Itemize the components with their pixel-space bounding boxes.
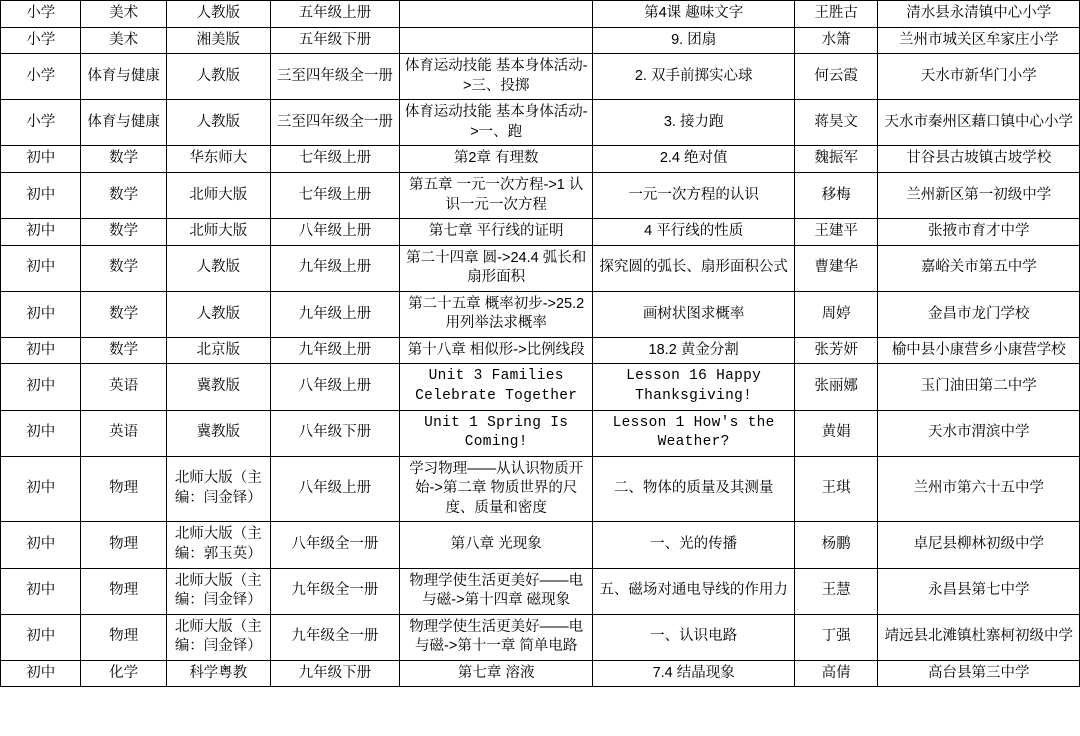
table-row [1, 410, 1080, 456]
cell-edition: 冀教版 [166, 410, 270, 456]
cell-volume: 九年级全一册 [270, 614, 399, 660]
cell-subject: 体育与健康 [81, 54, 167, 100]
cell-subject: 数学 [81, 146, 167, 173]
cell-stage: 初中 [1, 660, 81, 687]
cell-edition: 人教版 [166, 291, 270, 337]
cell-topic: 4 平行线的性质 [593, 219, 795, 246]
table-row [1, 660, 1080, 687]
cell-stage: 初中 [1, 146, 81, 173]
cell-subject: 体育与健康 [81, 100, 167, 146]
cell-chapter [400, 27, 593, 54]
cell-teacher: 蒋昊文 [794, 100, 877, 146]
cell-edition: 北师大版（主编：闫金铎） [166, 456, 270, 522]
cell-topic: 18.2 黄金分割 [593, 337, 795, 364]
cell-stage: 小学 [1, 1, 81, 28]
cell-edition: 北师大版（主编：郭玉英） [166, 522, 270, 568]
cell-chapter: 学习物理——从认识物质开始->第二章 物质世界的尺度、质量和密度 [400, 456, 593, 522]
cell-volume: 七年级上册 [270, 146, 399, 173]
cell-volume: 八年级上册 [270, 456, 399, 522]
table-body [1, 1, 1080, 687]
cell-subject: 数学 [81, 291, 167, 337]
cell-chapter: Unit 3 Families Celebrate Together [400, 364, 593, 410]
cell-volume: 三至四年级全一册 [270, 54, 399, 100]
cell-edition: 冀教版 [166, 364, 270, 410]
cell-stage: 初中 [1, 291, 81, 337]
cell-topic: 一、认识电路 [593, 614, 795, 660]
cell-chapter: 第二十五章 概率初步->25.2 用列举法求概率 [400, 291, 593, 337]
cell-edition: 人教版 [166, 54, 270, 100]
cell-teacher: 何云霞 [794, 54, 877, 100]
table-row [1, 219, 1080, 246]
cell-teacher: 王建平 [794, 219, 877, 246]
cell-school: 天水市新华门小学 [878, 54, 1080, 100]
cell-school: 靖远县北滩镇杜寨柯初级中学 [878, 614, 1080, 660]
table-row [1, 100, 1080, 146]
cell-topic: 二、物体的质量及其测量 [593, 456, 795, 522]
cell-volume: 九年级上册 [270, 291, 399, 337]
cell-subject: 数学 [81, 337, 167, 364]
cell-teacher: 王琪 [794, 456, 877, 522]
cell-stage: 初中 [1, 410, 81, 456]
cell-school: 张掖市育才中学 [878, 219, 1080, 246]
cell-chapter: 体育运动技能 基本身体活动->三、投掷 [400, 54, 593, 100]
cell-volume: 三至四年级全一册 [270, 100, 399, 146]
cell-stage: 初中 [1, 245, 81, 291]
cell-subject: 数学 [81, 245, 167, 291]
cell-volume: 五年级上册 [270, 1, 399, 28]
cell-stage: 小学 [1, 27, 81, 54]
cell-volume: 八年级全一册 [270, 522, 399, 568]
cell-stage: 小学 [1, 54, 81, 100]
cell-edition: 北师大版 [166, 219, 270, 246]
cell-school: 榆中县小康营乡小康营学校 [878, 337, 1080, 364]
table-row [1, 456, 1080, 522]
cell-school: 兰州市第六十五中学 [878, 456, 1080, 522]
cell-school: 清水县永清镇中心小学 [878, 1, 1080, 28]
cell-chapter: 第七章 平行线的证明 [400, 219, 593, 246]
cell-subject: 英语 [81, 364, 167, 410]
cell-topic: Lesson 16 Happy Thanksgiving! [593, 364, 795, 410]
cell-volume: 九年级全一册 [270, 568, 399, 614]
cell-teacher: 张丽娜 [794, 364, 877, 410]
table-row [1, 245, 1080, 291]
cell-volume: 八年级下册 [270, 410, 399, 456]
cell-topic: 2.4 绝对值 [593, 146, 795, 173]
cell-topic: 3. 接力跑 [593, 100, 795, 146]
cell-school: 嘉峪关市第五中学 [878, 245, 1080, 291]
cell-edition: 科学粤教 [166, 660, 270, 687]
cell-stage: 初中 [1, 172, 81, 218]
cell-chapter: Unit 1 Spring Is Coming! [400, 410, 593, 456]
cell-volume: 八年级上册 [270, 219, 399, 246]
cell-volume: 八年级上册 [270, 364, 399, 410]
cell-subject: 英语 [81, 410, 167, 456]
table-row [1, 568, 1080, 614]
cell-school: 兰州新区第一初级中学 [878, 172, 1080, 218]
cell-edition: 北师大版 [166, 172, 270, 218]
cell-subject: 物理 [81, 568, 167, 614]
cell-topic: 7.4 结晶现象 [593, 660, 795, 687]
cell-teacher: 周婷 [794, 291, 877, 337]
cell-volume: 九年级上册 [270, 337, 399, 364]
cell-teacher: 王慧 [794, 568, 877, 614]
cell-school: 玉门油田第二中学 [878, 364, 1080, 410]
table-row [1, 54, 1080, 100]
cell-school: 甘谷县古坡镇古坡学校 [878, 146, 1080, 173]
cell-subject: 美术 [81, 27, 167, 54]
cell-stage: 初中 [1, 456, 81, 522]
cell-chapter: 物理学使生活更美好——电与磁->第十一章 简单电路 [400, 614, 593, 660]
cell-chapter: 第二十四章 圆->24.4 弧长和扇形面积 [400, 245, 593, 291]
cell-subject: 数学 [81, 219, 167, 246]
cell-school: 永昌县第七中学 [878, 568, 1080, 614]
table-row [1, 364, 1080, 410]
cell-chapter: 第2章 有理数 [400, 146, 593, 173]
cell-topic: 探究圆的弧长、扇形面积公式 [593, 245, 795, 291]
cell-volume: 九年级上册 [270, 245, 399, 291]
table-row [1, 27, 1080, 54]
cell-edition: 华东师大 [166, 146, 270, 173]
cell-teacher: 高倩 [794, 660, 877, 687]
cell-edition: 北京版 [166, 337, 270, 364]
cell-stage: 初中 [1, 522, 81, 568]
cell-chapter: 第五章 一元一次方程->1 认识一元一次方程 [400, 172, 593, 218]
cell-school: 天水市渭滨中学 [878, 410, 1080, 456]
cell-topic: 一元一次方程的认识 [593, 172, 795, 218]
cell-volume: 五年级下册 [270, 27, 399, 54]
cell-volume: 九年级下册 [270, 660, 399, 687]
cell-topic: Lesson 1 How's the Weather? [593, 410, 795, 456]
cell-chapter: 体育运动技能 基本身体活动->一、跑 [400, 100, 593, 146]
cell-chapter: 物理学使生活更美好——电与磁->第十四章 磁现象 [400, 568, 593, 614]
cell-topic: 2. 双手前掷实心球 [593, 54, 795, 100]
cell-teacher: 魏振军 [794, 146, 877, 173]
cell-school: 卓尼县柳林初级中学 [878, 522, 1080, 568]
cell-teacher: 移梅 [794, 172, 877, 218]
cell-edition: 湘美版 [166, 27, 270, 54]
cell-teacher: 张芳妍 [794, 337, 877, 364]
cell-chapter: 第八章 光现象 [400, 522, 593, 568]
table-row [1, 522, 1080, 568]
cell-volume: 七年级上册 [270, 172, 399, 218]
cell-edition: 北师大版（主编：闫金铎） [166, 614, 270, 660]
cell-stage: 初中 [1, 364, 81, 410]
cell-chapter [400, 1, 593, 28]
cell-subject: 物理 [81, 456, 167, 522]
table-row [1, 146, 1080, 173]
cell-chapter: 第七章 溶液 [400, 660, 593, 687]
cell-subject: 物理 [81, 522, 167, 568]
table-row [1, 172, 1080, 218]
cell-teacher: 杨鹏 [794, 522, 877, 568]
cell-edition: 人教版 [166, 1, 270, 28]
cell-topic: 画树状图求概率 [593, 291, 795, 337]
cell-topic: 一、光的传播 [593, 522, 795, 568]
cell-teacher: 黄娟 [794, 410, 877, 456]
cell-subject: 化学 [81, 660, 167, 687]
cell-teacher: 王胜古 [794, 1, 877, 28]
cell-stage: 初中 [1, 337, 81, 364]
table-row [1, 614, 1080, 660]
cell-edition: 人教版 [166, 100, 270, 146]
cell-edition: 人教版 [166, 245, 270, 291]
cell-school: 金昌市龙门学校 [878, 291, 1080, 337]
table-row [1, 1, 1080, 28]
cell-stage: 初中 [1, 568, 81, 614]
cell-subject: 美术 [81, 1, 167, 28]
table-row [1, 337, 1080, 364]
cell-teacher: 丁强 [794, 614, 877, 660]
cell-topic: 9. 团扇 [593, 27, 795, 54]
cell-school: 高台县第三中学 [878, 660, 1080, 687]
cell-stage: 初中 [1, 614, 81, 660]
cell-edition: 北师大版（主编：闫金铎） [166, 568, 270, 614]
cell-subject: 物理 [81, 614, 167, 660]
cell-school: 天水市秦州区藉口镇中心小学 [878, 100, 1080, 146]
cell-stage: 初中 [1, 219, 81, 246]
table-row [1, 291, 1080, 337]
cell-stage: 小学 [1, 100, 81, 146]
cell-topic: 第4课 趣味文字 [593, 1, 795, 28]
cell-school: 兰州市城关区牟家庄小学 [878, 27, 1080, 54]
cell-subject: 数学 [81, 172, 167, 218]
cell-teacher: 水箫 [794, 27, 877, 54]
cell-topic: 五、磁场对通电导线的作用力 [593, 568, 795, 614]
cell-teacher: 曹建华 [794, 245, 877, 291]
cell-chapter: 第十八章 相似形->比例线段 [400, 337, 593, 364]
